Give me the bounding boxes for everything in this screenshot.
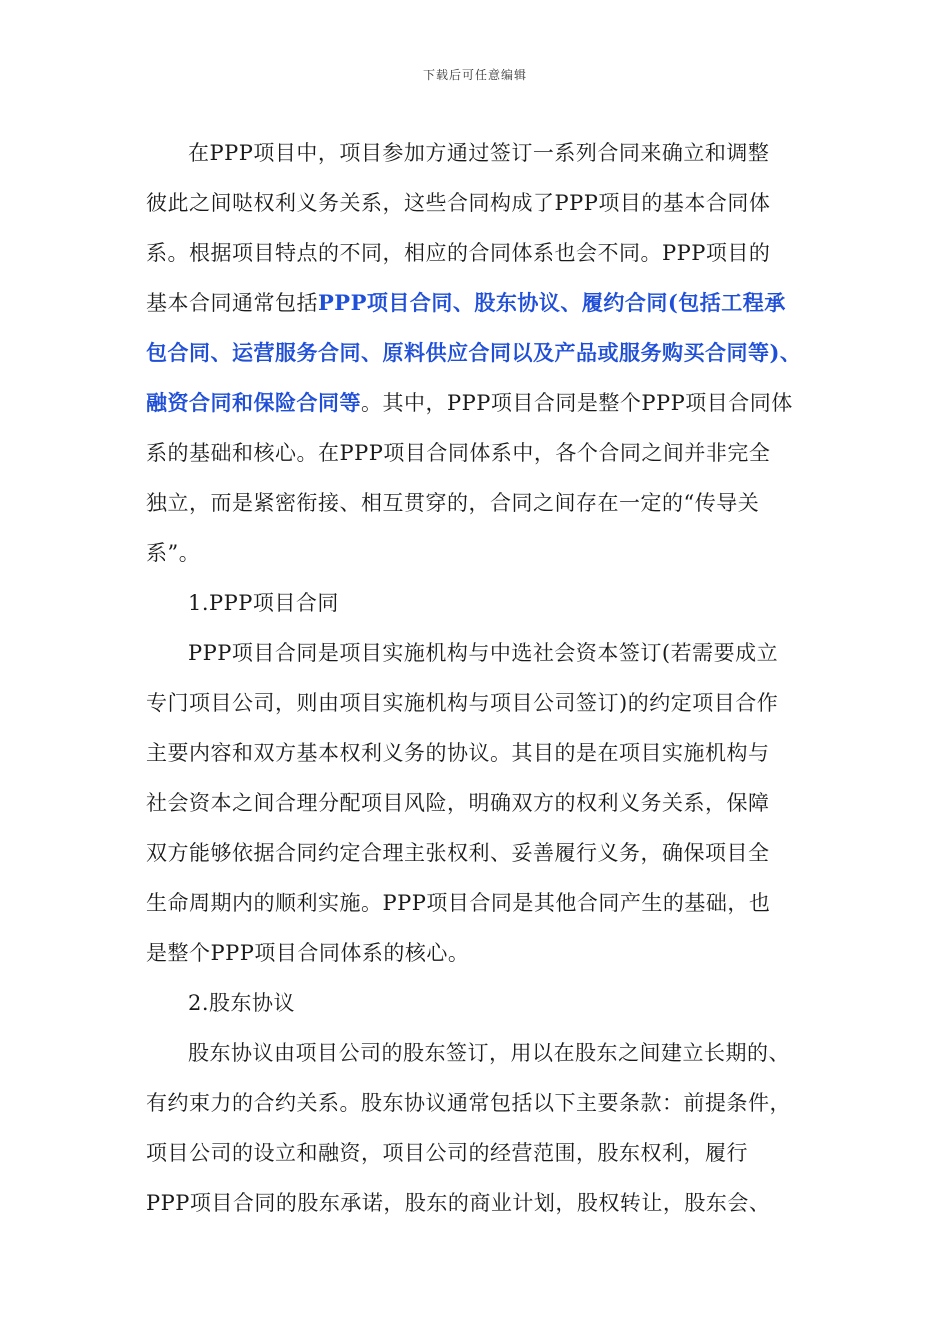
page-header: 下载后可任意编辑 [422,68,527,82]
paragraph-line: 双方能够依据合同约定合理主张权利、妥善履行义务，确保项目全 [146,841,770,865]
highlighted-text: 包合同、运营服务合同、原料供应合同以及产品或服务购买合同等)、 [146,340,802,365]
highlighted-text: PPP项目合同、股东协议、履约合同(包括工程承 [318,290,786,315]
paragraph-line: 系的基础和核心。在PPP项目合同体系中，各个合同之间并非完全 [146,441,771,465]
paragraph-line: PPP项目合同是项目实施机构与中选社会资本签订(若需要成立 [188,641,779,665]
paragraph-line: 项目公司的设立和融资，项目公司的经营范围，股东权利，履行 [146,1141,748,1165]
paragraph-line: 股东协议由项目公司的股东签订，用以在股东之间建立长期的、 [188,1041,790,1065]
paragraph-line: 独立，而是紧密衔接、相互贯穿的，合同之间存在一定的“传导关 [146,491,760,515]
paragraph-line: 社会资本之间合理分配项目风险，明确双方的权利义务关系，保障 [146,791,770,815]
paragraph-text: 。其中，PPP项目合同是整个PPP项目合同体 [361,391,793,415]
paragraph-line: 主要内容和双方基本权利义务的协议。其目的是在项目实施机构与 [146,741,770,765]
paragraph-line: 是整个PPP项目合同体系的核心。 [146,941,470,965]
paragraph-line [146,278,826,328]
paragraph-line [146,328,826,378]
highlighted-text: 融资合同和保险合同等 [146,390,361,415]
paragraph-line: 系。根据项目特点的不同，相应的合同体系也会不同。PPP项目的 [146,241,771,265]
paragraph-line: 彼此之间哒权利义务关系，这些合同构成了PPP项目的基本合同体 [146,191,771,215]
paragraph-line [146,378,826,428]
document-body [146,128,826,1228]
paragraph-line: 系”。 [146,541,201,565]
paragraph-line: 有约束力的合约关系。股东协议通常包括以下主要条款：前提条件， [146,1091,791,1115]
section-heading: 2.股东协议 [188,991,296,1015]
paragraph-line: 在PPP项目中，项目参加方通过签订一系列合同来确立和调整 [188,141,770,165]
paragraph-text: 基本合同通常包括 [146,291,318,315]
section-heading: 1.PPP项目合同 [188,591,339,615]
paragraph-line: 专门项目公司，则由项目实施机构与项目公司签订)的约定项目合作 [146,691,779,715]
paragraph-line: 生命周期内的顺利实施。PPP项目合同是其他合同产生的基础，也 [146,891,771,915]
paragraph-line: PPP项目合同的股东承诺，股东的商业计划，股权转让，股东会、 [146,1191,771,1215]
